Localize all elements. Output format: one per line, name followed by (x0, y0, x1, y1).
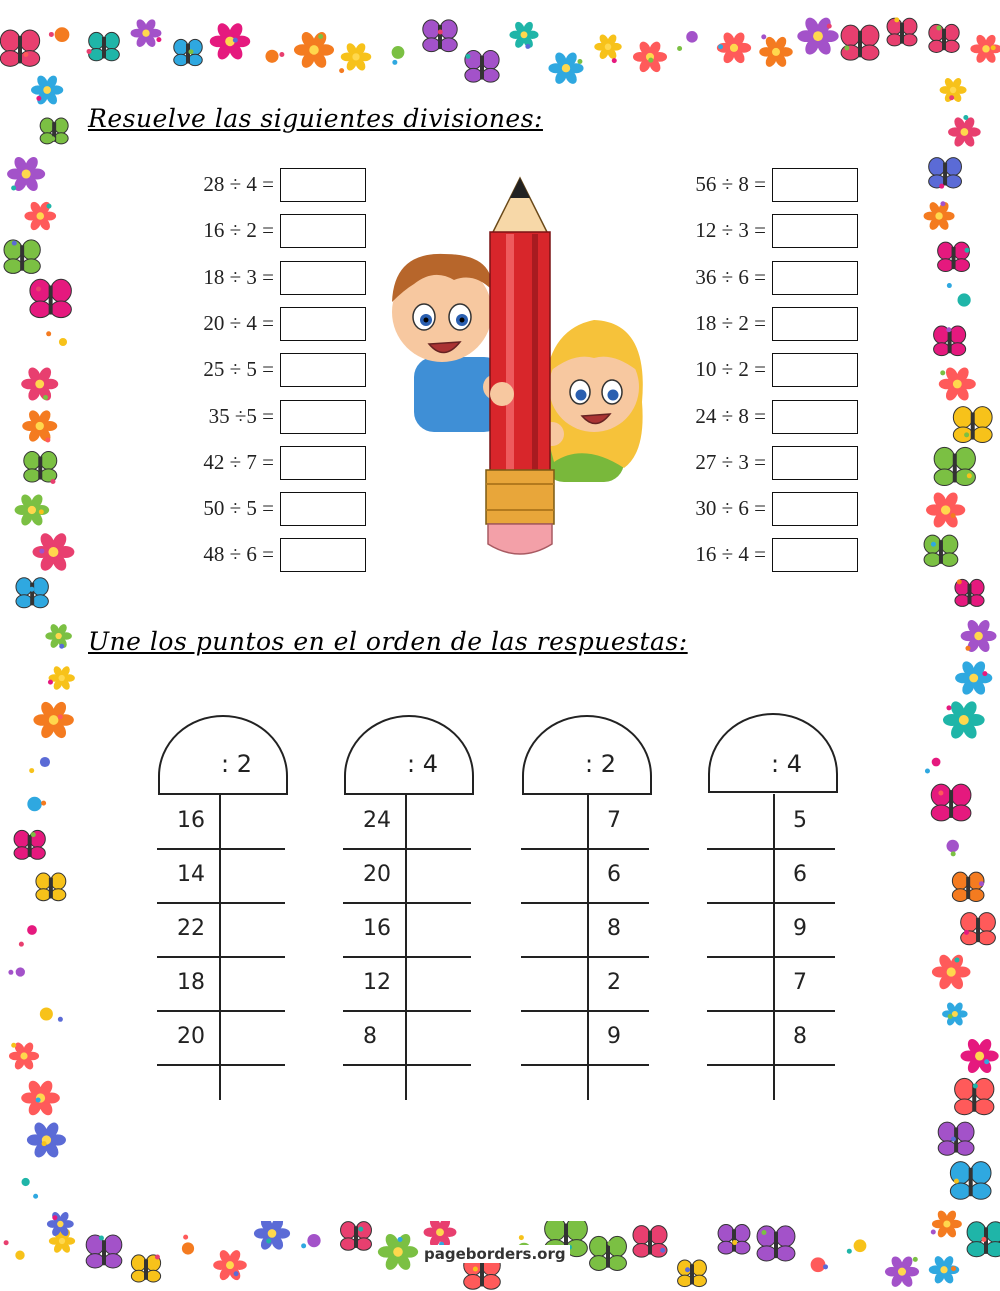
division-row (672, 261, 872, 295)
table-number: 2 (607, 970, 621, 995)
answer-box[interactable] (280, 492, 366, 526)
table-row-line (521, 1010, 649, 1012)
division-expression: 18 ÷ 2 = (695, 310, 766, 335)
division-expression: 42 ÷ 7 = (203, 449, 274, 474)
answer-box[interactable] (772, 214, 858, 248)
table-number: 22 (177, 916, 205, 941)
division-row (672, 492, 872, 526)
division-expression: 35 ÷5 = (208, 403, 274, 428)
division-row (180, 261, 380, 295)
table-number: 7 (793, 970, 807, 995)
table-row-line (343, 1010, 471, 1012)
division-expression: 36 ÷ 6 = (695, 264, 766, 289)
table-number: 24 (363, 808, 391, 833)
division-row (672, 307, 872, 341)
divisor-label: : 2 (221, 750, 252, 778)
answer-box[interactable] (280, 261, 366, 295)
table-row-line (707, 902, 835, 904)
answer-box[interactable] (280, 168, 366, 202)
table-row-line (157, 848, 285, 850)
table-row-line (343, 848, 471, 850)
answer-box[interactable] (772, 492, 858, 526)
table-number: 6 (793, 862, 807, 887)
answer-box[interactable] (280, 538, 366, 572)
table-stem-line (219, 794, 221, 1100)
table-row-line (521, 1064, 649, 1066)
table-number: 9 (793, 916, 807, 941)
division-row (180, 446, 380, 480)
division-expression: 16 ÷ 4 = (695, 542, 766, 567)
answer-box[interactable] (280, 307, 366, 341)
table-row-line (343, 902, 471, 904)
table-row-line (707, 956, 835, 958)
answer-box[interactable] (772, 446, 858, 480)
division-row (672, 446, 872, 480)
answer-box[interactable] (772, 400, 858, 434)
division-expression: 12 ÷ 3 = (695, 218, 766, 243)
table-row-line (157, 1010, 285, 1012)
table-row-line (343, 956, 471, 958)
division-row (180, 492, 380, 526)
table-stem-line (773, 794, 775, 1100)
table-number: 16 (363, 916, 391, 941)
answer-box[interactable] (772, 353, 858, 387)
answer-box[interactable] (772, 168, 858, 202)
table-number: 8 (793, 1024, 807, 1049)
division-row (180, 307, 380, 341)
division-expression: 56 ÷ 8 = (695, 172, 766, 196)
division-expression: 18 ÷ 3 = (203, 264, 274, 289)
table-number: 18 (177, 970, 205, 995)
division-row (672, 353, 872, 387)
table-stem-line (405, 794, 407, 1100)
answer-box[interactable] (772, 538, 858, 572)
heading-divisions: Resuelve las siguientes divisiones: (88, 104, 543, 133)
table-row-line (521, 902, 649, 904)
table-row-line (157, 902, 285, 904)
table-number: 6 (607, 862, 621, 887)
table-row-line (521, 848, 649, 850)
table-stem-line (587, 794, 589, 1100)
pencil-icon (486, 178, 554, 554)
division-expression: 48 ÷ 6 = (203, 542, 274, 567)
division-expression: 25 ÷ 5 = (203, 357, 274, 382)
answer-box[interactable] (280, 214, 366, 248)
answer-box[interactable] (280, 353, 366, 387)
division-row (180, 353, 380, 387)
table-row-line (157, 956, 285, 958)
division-row (672, 214, 872, 248)
division-row (672, 400, 872, 434)
division-expression: 16 ÷ 2 = (203, 218, 274, 243)
division-row (180, 400, 380, 434)
division-expression: 20 ÷ 4 = (203, 310, 274, 335)
division-expression: 28 ÷ 4 = (203, 172, 274, 196)
table-number: 14 (177, 862, 205, 887)
table-number: 20 (363, 862, 391, 887)
division-expression: 10 ÷ 2 = (695, 357, 766, 382)
answer-box[interactable] (772, 307, 858, 341)
table-number: 16 (177, 808, 205, 833)
table-row-line (707, 1010, 835, 1012)
answer-box[interactable] (772, 261, 858, 295)
division-expression: 24 ÷ 8 = (695, 403, 766, 428)
table-row-line (157, 1064, 285, 1066)
table-number: 8 (607, 916, 621, 941)
table-number: 7 (607, 808, 621, 833)
table-number: 8 (363, 1024, 377, 1049)
girl-figure (540, 320, 643, 482)
table-number: 9 (607, 1024, 621, 1049)
division-expression: 27 ÷ 3 = (695, 449, 766, 474)
table-number: 20 (177, 1024, 205, 1049)
divisor-label: : 4 (407, 750, 438, 778)
table-row-line (707, 1064, 835, 1066)
division-row (672, 168, 872, 202)
answer-box[interactable] (280, 400, 366, 434)
heading-connect-dots: Une los puntos en el orden de las respuestas: (88, 627, 688, 656)
kids-with-pencil-illustration (384, 172, 674, 572)
division-row (180, 168, 380, 202)
division-expression: 50 ÷ 5 = (203, 496, 274, 521)
division-row (180, 538, 380, 572)
table-number: 12 (363, 970, 391, 995)
footer-credit: pageborders.org (420, 1245, 570, 1263)
table-row-line (343, 1064, 471, 1066)
answer-box[interactable] (280, 446, 366, 480)
division-row (180, 214, 380, 248)
division-row (672, 538, 872, 572)
table-number: 5 (793, 808, 807, 833)
divisor-label: : 4 (771, 750, 802, 778)
divisor-label: : 2 (585, 750, 616, 778)
table-row-line (521, 956, 649, 958)
table-row-line (707, 848, 835, 850)
division-expression: 30 ÷ 6 = (695, 496, 766, 521)
